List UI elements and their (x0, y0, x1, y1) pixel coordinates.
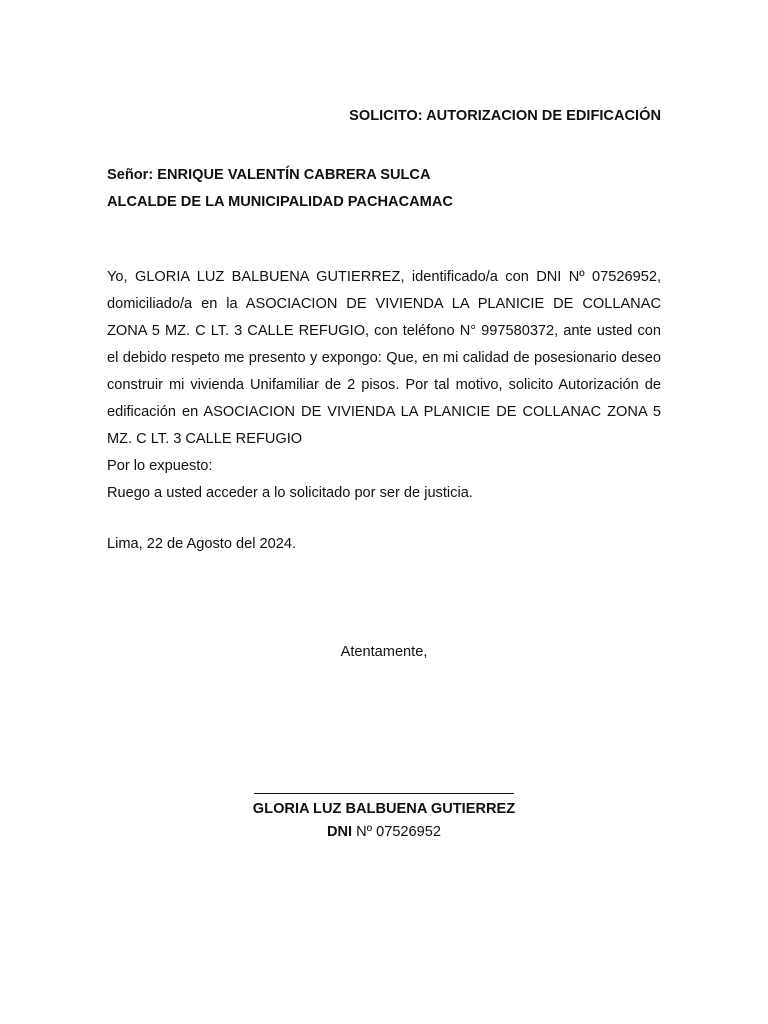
letter-body (107, 264, 661, 507)
dni-value: Nº 07526952 (352, 824, 442, 840)
closing-text: Atentamente, (340, 644, 428, 660)
signature-line (254, 793, 514, 794)
por-lo-expuesto: Por lo expuesto: (107, 458, 213, 474)
body-paragraph: Yo, GLORIA LUZ BALBUENA GUTIERREZ, identificado/a con DNI Nº 07526952, domiciliado/a en la ASOCIACION DE VIVIENDA LA PLANICIE DE COLLANAC ZONA 5 MZ. C LT. 3 CALLE REFUGIO, con teléfono N° 997580372, ante usted con el debido respeto me presento y expongo: Que, en mi calidad de posesionario deseo construir mi vivienda Unifamiliar de 2 pisos. Por tal motivo, solicito Autorización de edificación en ASOCIACION DE VIVIENDA LA PLANICIE DE COLLANAC ZONA 5 MZ. C LT. 3 CALLE REFUGIO (107, 269, 661, 447)
signer-name: GLORIA LUZ BALBUENA GUTIERREZ (252, 801, 516, 817)
signer-id (0, 824, 768, 840)
addressee-name: Señor: ENRIQUE VALENTÍN CABRERA SULCA (107, 167, 431, 183)
date-line: Lima, 22 de Agosto del 2024. (107, 536, 297, 552)
dni-label: DNI (326, 824, 353, 840)
subject-heading: SOLICITO: AUTORIZACION DE EDIFICACIÓN (349, 108, 661, 124)
request-line: Ruego a usted acceder a lo solicitado por ser de justicia. (107, 485, 473, 501)
addressee-block (107, 162, 453, 216)
addressee-title: ALCALDE DE LA MUNICIPALIDAD PACHACAMAC (107, 194, 453, 210)
